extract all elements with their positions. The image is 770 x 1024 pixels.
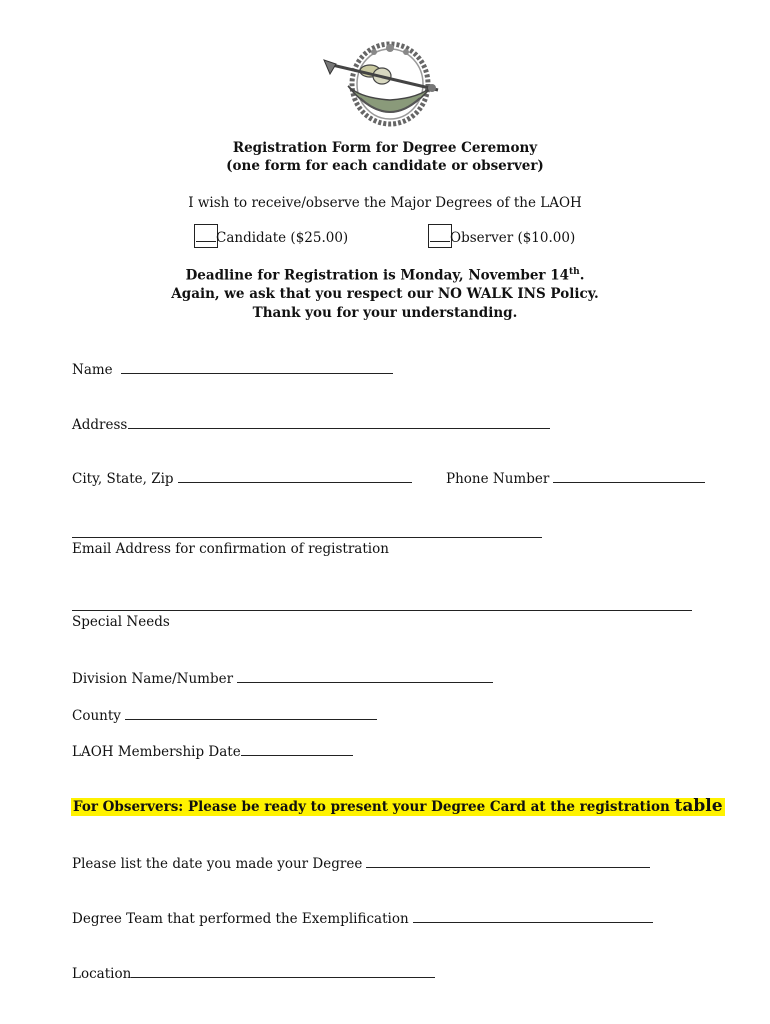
city-state-zip-label: City, State, Zip — [72, 471, 174, 487]
membership-date-label: LAOH Membership Date — [72, 744, 241, 760]
degree-team-row — [72, 908, 653, 927]
location-label: Location — [72, 966, 132, 982]
laoh-emblem-icon — [320, 38, 444, 128]
location-row — [72, 963, 435, 982]
name-label: Name — [72, 362, 113, 378]
candidate-label: Candidate ($25.00) — [216, 230, 349, 246]
county-field[interactable] — [125, 705, 377, 720]
deadline-notice: Deadline for Registration is Monday, November 14th. — [185, 267, 585, 284]
special-needs-field[interactable] — [72, 596, 692, 611]
email-label: Email Address for confirmation of registration — [72, 541, 389, 557]
observers-note: For Observers: Please be ready to present your Degree Card at the registration table — [73, 796, 723, 816]
email-field[interactable] — [72, 523, 542, 538]
walk-in-policy: Again, we ask that you respect our NO WALK INS Policy. — [171, 286, 599, 302]
membership-date-field[interactable] — [241, 741, 353, 756]
form-subtitle: (one form for each candidate or observer) — [226, 158, 544, 174]
special-needs-label: Special Needs — [72, 614, 170, 630]
city-row — [72, 468, 412, 487]
address-row — [72, 414, 550, 433]
observer-label: Observer ($10.00) — [450, 230, 576, 246]
division-row — [72, 668, 493, 687]
division-label: Division Name/Number — [72, 671, 234, 687]
phone-field[interactable] — [553, 468, 705, 483]
observer-option[interactable] — [428, 224, 575, 248]
address-label: Address — [72, 417, 128, 433]
location-field[interactable] — [131, 963, 435, 978]
phone-label: Phone Number — [446, 471, 550, 487]
candidate-option[interactable] — [194, 224, 348, 248]
name-row — [72, 359, 393, 378]
division-field[interactable] — [237, 668, 493, 683]
degree-date-label: Please list the date you made your Degree — [72, 856, 363, 872]
county-label: County — [72, 708, 121, 724]
degree-team-field[interactable] — [413, 908, 653, 923]
form-title: Registration Form for Degree Ceremony — [232, 140, 538, 156]
address-field[interactable] — [128, 414, 550, 429]
phone-row — [446, 468, 705, 487]
degree-date-row — [72, 853, 650, 872]
county-row — [72, 705, 377, 724]
degree-team-label: Degree Team that performed the Exemplification — [72, 911, 409, 927]
intro-text: I wish to receive/observe the Major Degrees of the LAOH — [188, 195, 582, 211]
city-state-zip-field[interactable] — [178, 468, 412, 483]
name-field[interactable] — [121, 359, 393, 374]
thanks-text: Thank you for your understanding. — [252, 305, 518, 321]
degree-date-field[interactable] — [366, 853, 650, 868]
membership-row — [72, 741, 353, 760]
